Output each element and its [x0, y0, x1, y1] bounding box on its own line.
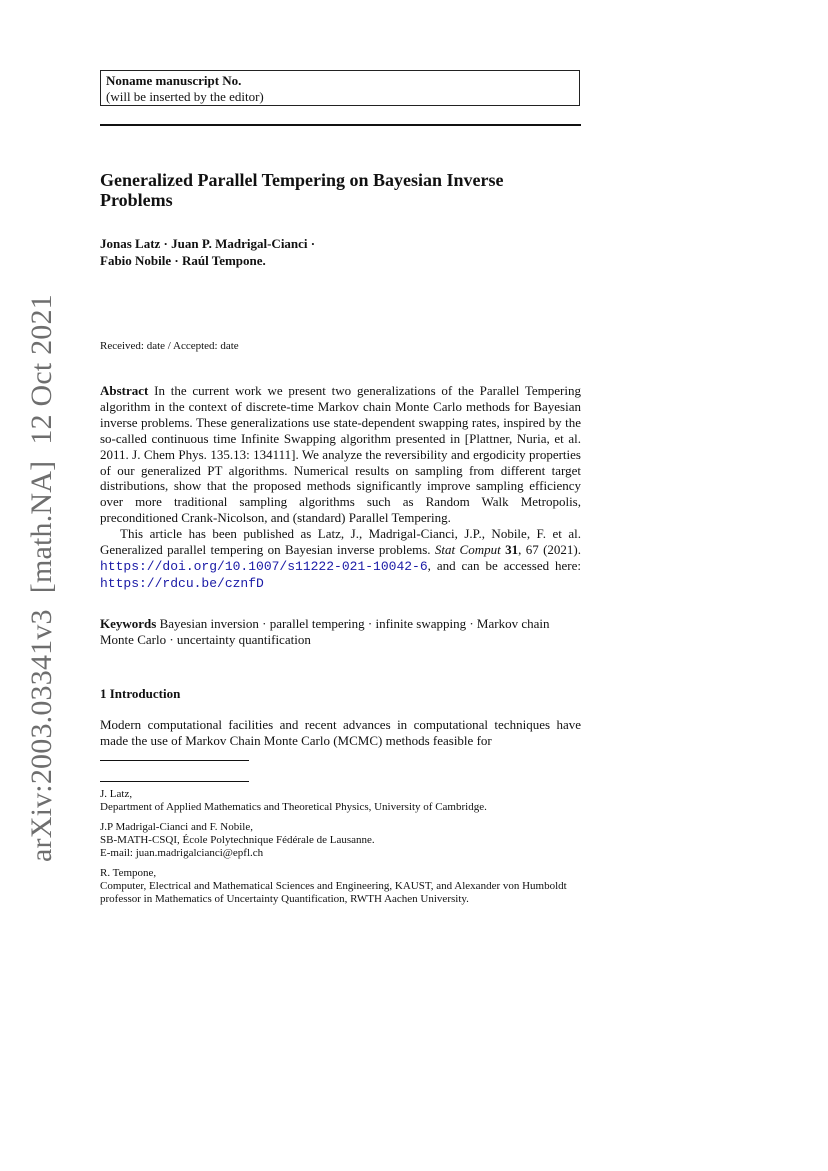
arxiv-category: [math.NA]: [25, 460, 58, 594]
affiliation-email: E-mail: juan.madrigalcianci@epfl.ch: [100, 847, 264, 859]
authors-line-1: Jonas Latz · Juan P. Madrigal-Cianci ·: [100, 236, 316, 251]
abstract-body: In the current work we present two generalizations of the Parallel Tempering algorithm in the context of discrete-time Markov chain Monte Carlo methods for Bayesian inverse problems. These generalizations use state-dependent swapping rates, inspired by the so-called continuous time Infinite Swapping algorithm presented in [Plattner, Nuria, et al. 2011. J. Chem Phys. 135.13: 134111]. We analyze the reversibility and ergodicity properties of our generalized PT algorithms. Numerical results on sampling from different target distributions, show that the proposed methods significantly improve sampling efficiency over more traditional sampling algorithms such as Random Walk Metropolis, preconditioned Crank-Nicolson, and (standard) Parallel Tempering.: [100, 383, 581, 526]
affiliation-name: J. Latz,: [100, 788, 133, 800]
short-link[interactable]: https://rdcu.be/cznfD: [100, 575, 264, 591]
paper-title: [100, 170, 600, 210]
manuscript-number: Noname manuscript No.: [106, 73, 242, 88]
editor-note: (will be inserted by the editor): [106, 89, 264, 104]
affiliation-tempone: [100, 867, 581, 906]
header-rule: [100, 124, 581, 126]
access-text: , and can be accessed here:: [427, 557, 581, 573]
keywords: [100, 616, 581, 648]
affiliation-name: J.P Madrigal-Cianci and F. Nobile,: [100, 821, 253, 833]
manuscript-header-box: [100, 70, 580, 106]
keywords-text: Bayesian inversion · parallel tempering · infinite swapping · Markov chain Monte Carlo · uncertainty quantification: [100, 616, 550, 647]
affiliation-latz: [100, 788, 581, 814]
journal-pages-year: , 67 (2021).: [518, 542, 581, 558]
authors-line-2: Fabio Nobile · Raúl Tempone.: [100, 253, 266, 268]
arxiv-date: 12 Oct 2021: [25, 294, 58, 445]
author-list: [100, 235, 580, 269]
affiliation-name: R. Tempone,: [100, 867, 157, 879]
title-line-1: Generalized Parallel Tempering on Bayesian Inverse: [100, 170, 504, 190]
affiliation-institution: SB-MATH-CSQI, École Polytechnique Fédérale de Lausanne.: [100, 834, 375, 846]
publication-intro: This article has been published as Latz, J., Madrigal-Cianci, J.P., Nobile, F. et al. Generalized parallel tempering on Bayesian inverse problems.: [100, 526, 581, 558]
abstract-label: Abstract: [100, 383, 149, 398]
footnote-rule: [100, 760, 249, 761]
abstract: [100, 383, 581, 592]
footnote-rule: [100, 781, 249, 782]
publication-note: [100, 526, 581, 592]
received-accepted-dates: Received: date / Accepted: date: [100, 340, 239, 352]
abstract-paragraph: [100, 383, 581, 526]
arxiv-id: arXiv:2003.03341v3: [25, 609, 58, 862]
keywords-label: Keywords: [100, 616, 157, 631]
introduction-text: Modern computational facilities and recent advances in computational techniques have made the use of Markov Chain Monte Carlo (MCMC) methods feasible for: [100, 717, 581, 748]
journal-volume: 31: [505, 542, 519, 558]
doi-link[interactable]: https://doi.org/10.1007/s11222-021-10042-6: [100, 558, 428, 574]
arxiv-side-stamp: [22, 294, 62, 862]
affiliation-madrigal-nobile: [100, 821, 581, 860]
journal-name: Stat Comput: [434, 542, 501, 558]
affiliation-institution: Computer, Electrical and Mathematical Sciences and Engineering, KAUST, and Alexander von Humboldt professor in Mathematics of Uncertainty Quantification, RWTH Aachen University.: [100, 880, 567, 905]
section-heading-introduction: 1 Introduction: [100, 686, 181, 701]
affiliation-institution: Department of Applied Mathematics and Theoretical Physics, University of Cambridge.: [100, 801, 487, 813]
title-line-2: Problems: [100, 190, 173, 210]
